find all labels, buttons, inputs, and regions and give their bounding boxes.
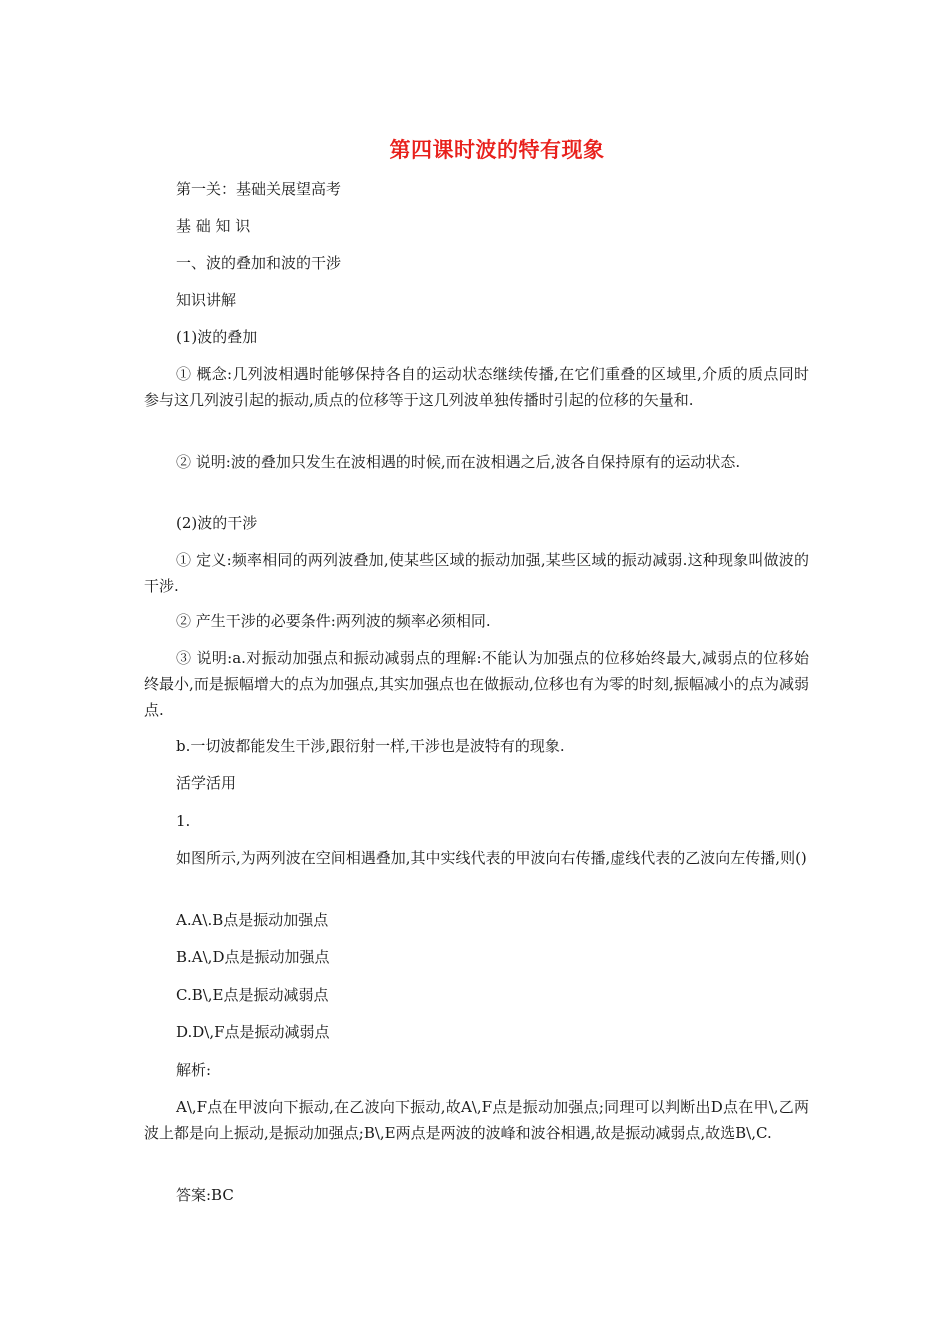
section-heading: 一、波的叠加和波的干涉 bbox=[176, 254, 342, 272]
question-text: 如图所示,为两列波在空间相遇叠加,其中实线代表的甲波向右传播,虚线代表的乙波向左传播,则() bbox=[176, 849, 807, 867]
basic-knowledge-heading: 基 础 知 识 bbox=[176, 217, 251, 235]
subheading-superposition: (1)波的叠加 bbox=[176, 328, 258, 346]
paragraph-superposition-note: ② 说明:波的叠加只发生在波相遇的时候,而在波相遇之后,波各自保持原有的运动状态. bbox=[176, 453, 741, 471]
option-a: A.A\.B点是振动加强点 bbox=[176, 911, 329, 929]
subheading-interference: (2)波的干涉 bbox=[176, 514, 258, 532]
option-c: C.B\,E点是振动减弱点 bbox=[176, 986, 329, 1004]
knowledge-explain-heading: 知识讲解 bbox=[176, 291, 237, 309]
answer: 答案:BC bbox=[176, 1186, 234, 1204]
analysis-text: A\,F点在甲波向下振动,在乙波向下振动,故A\,F点是振动加强点;同理可以判断出D点在甲\,乙两波上都是向上振动,是振动加强点;B\,E两点是两波的波峰和波谷相遇,故是振动减弱点,故选B\,C. bbox=[144, 1098, 809, 1142]
paragraph-note-b: b.一切波都能发生干涉,跟衍射一样,干涉也是波特有的现象. bbox=[176, 737, 565, 755]
analysis-label: 解析: bbox=[176, 1061, 212, 1079]
paragraph-definition: ① 定义:频率相同的两列波叠加,使某些区域的振动加强,某些区域的振动减弱.这种现象叫做波的干涉. bbox=[144, 551, 809, 595]
question-number: 1. bbox=[176, 812, 191, 830]
paragraph-condition: ② 产生干涉的必要条件:两列波的频率必须相同. bbox=[176, 612, 491, 630]
option-b: B.A\,D点是振动加强点 bbox=[176, 948, 330, 966]
paragraph-concept: ① 概念:几列波相遇时能够保持各自的运动状态继续传播,在它们重叠的区域里,介质的质点同时参与这几列波引起的振动,质点的位移等于这几列波单独传播时引起的位移的矢量和. bbox=[144, 365, 809, 409]
paragraph-interference-note: ③ 说明:a.对振动加强点和振动减弱点的理解:不能认为加强点的位移始终最大,减弱点的位移始终最小,而是振幅增大的点为加强点,其实加强点也在做振动,位移也有为零的时刻,振幅减小的点为减弱点. bbox=[144, 649, 809, 719]
option-d: D.D\,F点是振动减弱点 bbox=[176, 1023, 330, 1041]
page-title: 第四课时波的特有现象 bbox=[389, 137, 605, 162]
level-heading: 第一关：基础关展望高考 bbox=[176, 180, 342, 198]
practice-heading: 活学活用 bbox=[176, 774, 237, 792]
